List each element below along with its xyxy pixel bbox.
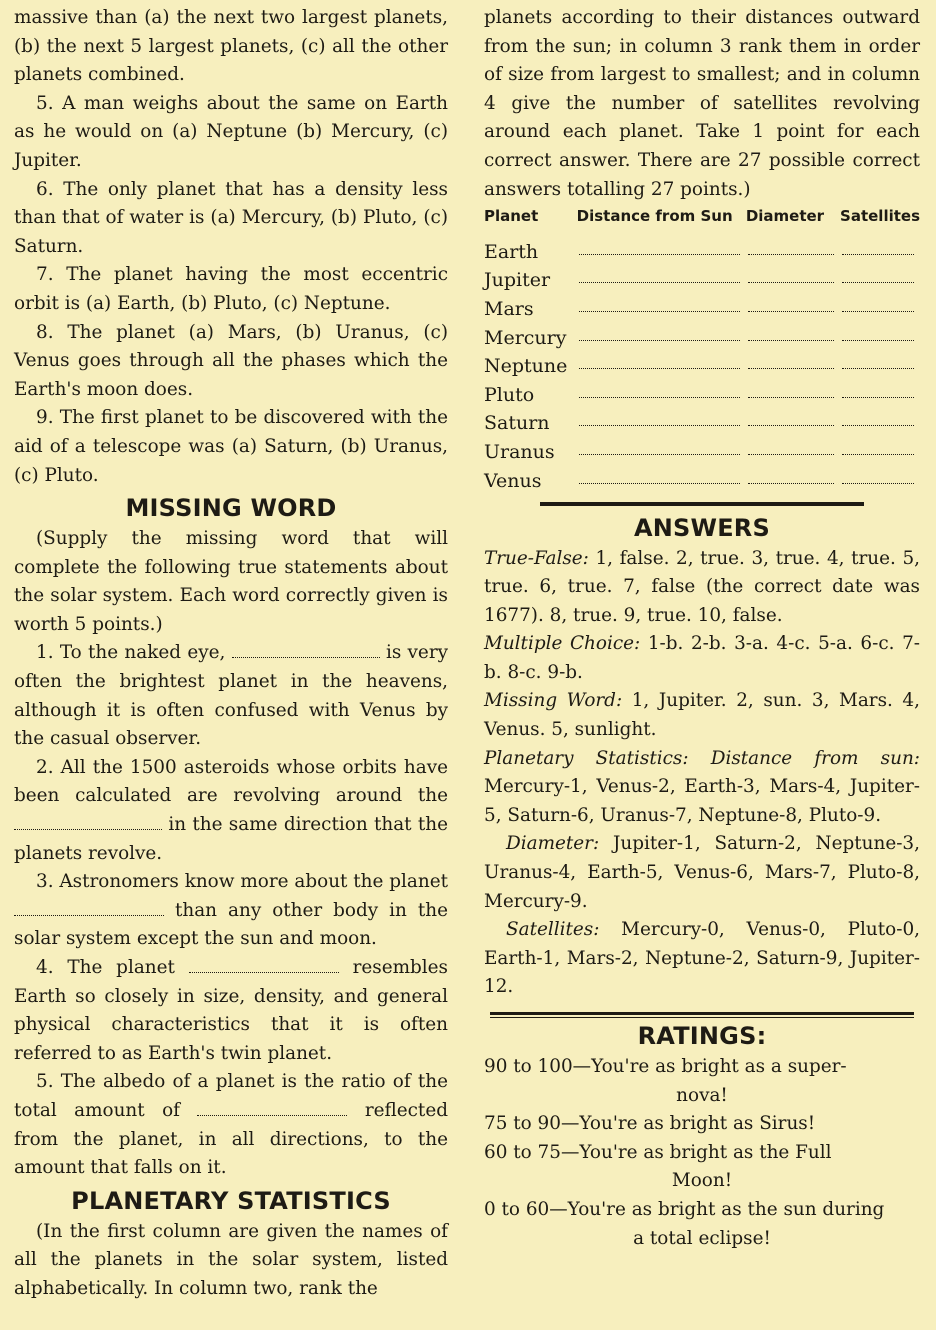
missing-word-q5-before: 5. The albedo of a planet is the ratio of the total amount of — [14, 1071, 448, 1121]
table-row — [484, 320, 920, 349]
satellites-blank-cell — [840, 320, 920, 349]
header-planet: Planet — [484, 207, 539, 226]
answer-blank-1[interactable] — [232, 645, 380, 658]
satellites-blank-cell — [840, 463, 920, 492]
satellites-blank[interactable] — [842, 454, 914, 455]
answer-blank-4[interactable] — [189, 960, 339, 973]
missing-word-instructions: (Supply the missing word that will complete the following true statements about the solar system. Each word correctly given is worth 5 points.) — [14, 528, 448, 635]
diameter-blank-cell — [746, 463, 840, 492]
distance-blank-cell — [577, 434, 746, 463]
satellites-blank[interactable] — [842, 483, 914, 484]
diameter-blank[interactable] — [748, 254, 834, 255]
planetary-text: Mercury-1, Venus-2, Earth-3, Mars-4, Jupiter-5, Saturn-6, Uranus-7, Neptune-8, Pluto-9. — [484, 776, 920, 826]
table-row — [484, 263, 920, 292]
rating-4 — [484, 1196, 920, 1253]
satellites-blank[interactable] — [842, 340, 914, 341]
question-6: 6. The only planet that has a density less than that of water is (a) Mercury, (b) Pluto, (c) Saturn. — [14, 178, 448, 257]
satellites-blank-cell — [840, 291, 920, 320]
planetary-statistics-instructions-right: planets according to their distances outward from the sun; in column 3 rank them in order of size from largest to smallest; and in column 4 give the number of satellites revolving around each planet. Take 1 point for each correct answer. There are 27 possible correct answers totalling 27 points.) — [484, 7, 920, 200]
satellites-text: Mercury-0, Venus-0, Pluto-0, Earth-1, Mars-2, Neptune-2, Saturn-9, Jupiter-12. — [484, 919, 920, 998]
planet-name: Uranus — [484, 440, 555, 463]
missing-word-q3-before: 3. Astronomers know more about the planet — [36, 871, 448, 893]
answers-diameter — [484, 830, 920, 916]
missing-word-q2-after: in the same direction that the planets revolve. — [14, 814, 448, 864]
right-column — [484, 4, 920, 1253]
distance-blank[interactable] — [579, 454, 740, 455]
planetary-statistics-heading: PLANETARY STATISTICS — [71, 1186, 391, 1215]
satellites-blank-cell — [840, 234, 920, 263]
satellites-label: Satellites: — [506, 919, 600, 941]
satellites-blank[interactable] — [842, 368, 914, 369]
multiple-choice-text: 1-b. 2-b. 3-a. 4-c. 5-a. 6-c. 7-b. 8-c. 9-b. — [484, 633, 920, 683]
ratings-divider — [490, 1012, 914, 1018]
planet-name: Earth — [484, 240, 539, 263]
satellites-blank[interactable] — [842, 254, 914, 255]
header-distance: Distance from Sun — [576, 207, 733, 226]
diameter-blank[interactable] — [748, 397, 834, 398]
missing-word-q3-after: than any other body in the solar system except the sun and moon. — [14, 899, 448, 950]
missing-word-q3 — [14, 868, 448, 954]
true-false-text: 1, false. 2, true. 3, true. 4, true. 5, true. 6, true. 7, false (the correct date was 1677). 8, true. 9, true. 10, false. — [484, 547, 920, 626]
table-row — [484, 406, 920, 435]
header-diameter: Diameter — [745, 207, 825, 226]
planet-name: Jupiter — [484, 269, 551, 292]
diameter-blank[interactable] — [748, 311, 834, 312]
planetary-label: Planetary Statistics: Distance from sun: — [484, 747, 920, 769]
rating-3-text: —You're as bright as the Full — [560, 1141, 832, 1163]
missing-word-q1 — [14, 639, 448, 753]
table-row — [484, 349, 920, 378]
missing-word-q1-after: is very often the brightest planet in the heavens, although it is often confused with Venus by the casual observer. — [14, 642, 448, 750]
distance-blank[interactable] — [579, 397, 740, 398]
diameter-blank-cell — [746, 349, 840, 378]
table-row — [484, 234, 920, 263]
question-5: 5. A man weighs about the same on Earth as he would on (a) Neptune (b) Mercury, (c) Jupiter. — [14, 92, 448, 171]
planet-name: Saturn — [484, 412, 550, 435]
satellites-blank[interactable] — [842, 282, 914, 283]
rating-4-range: 0 to 60 — [484, 1198, 550, 1220]
rating-3 — [484, 1139, 920, 1196]
rating-1-cont: nova! — [676, 1084, 728, 1106]
satellites-blank-cell — [840, 377, 920, 406]
missing-word-text: 1, Jupiter. 2, sun. 3, Mars. 4, Venus. 5, sunlight. — [484, 690, 920, 741]
satellites-blank-cell — [840, 263, 920, 292]
distance-blank[interactable] — [579, 368, 740, 369]
answers-satellites — [484, 916, 920, 1002]
satellites-blank-cell — [840, 434, 920, 463]
diameter-label: Diameter: — [506, 833, 600, 855]
answer-blank-3[interactable] — [14, 903, 164, 916]
distance-blank[interactable] — [579, 311, 740, 312]
distance-blank-cell — [577, 377, 746, 406]
planetary-statistics-instructions-left: (In the first column are given the names of all the planets in the solar system, listed alphabetically. In column two, rank the — [14, 1220, 448, 1299]
rating-1 — [484, 1053, 920, 1110]
planet-name: Mars — [484, 297, 534, 320]
answers-heading: ANSWERS — [634, 513, 770, 542]
satellites-blank-cell — [840, 349, 920, 378]
missing-word-heading: MISSING WORD — [125, 494, 337, 523]
distance-blank-cell — [577, 406, 746, 435]
table-row — [484, 291, 920, 320]
question-4-tail: massive than (a) the next two largest planets, (b) the next 5 largest planets, (c) all the other planets combined. — [14, 7, 448, 86]
multiple-choice-label: Multiple Choice: — [484, 633, 641, 655]
missing-word-q5 — [14, 1068, 448, 1182]
header-satellites: Satellites — [840, 207, 920, 226]
diameter-blank-cell — [746, 234, 840, 263]
ratings-heading: RATINGS: — [637, 1022, 767, 1050]
diameter-blank[interactable] — [748, 483, 834, 484]
answers-multiple-choice — [484, 630, 920, 687]
diameter-blank-cell — [746, 320, 840, 349]
question-9: 9. The first planet to be discovered with the aid of a telescope was (a) Saturn, (b) Uranus, (c) Pluto. — [14, 407, 448, 486]
planet-name: Mercury — [484, 326, 567, 349]
missing-word-label: Missing Word: — [484, 690, 623, 712]
missing-word-q4 — [14, 954, 448, 1068]
rating-4-text: —You're as bright as the sun during — [549, 1198, 885, 1220]
answers-divider — [540, 502, 864, 506]
rating-1-text: —You're as bright as a super- — [572, 1056, 847, 1077]
missing-word-q4-before: 4. The planet — [36, 957, 175, 978]
diameter-blank-cell — [746, 291, 840, 320]
answer-blank-5[interactable] — [197, 1103, 347, 1116]
missing-word-q2 — [14, 754, 448, 868]
diameter-text: Jupiter-1, Saturn-2, Neptune-3, Uranus-4, Earth-5, Venus-6, Mars-7, Pluto-8, Mercury-9. — [484, 833, 920, 912]
diameter-blank-cell — [746, 434, 840, 463]
missing-word-q4-after: resembles Earth so closely in size, density, and general physical characteristics that it is often referred to as Earth's twin planet. — [14, 957, 448, 1064]
diameter-blank-cell — [746, 263, 840, 292]
diameter-blank[interactable] — [748, 425, 834, 426]
rating-2-text: —You're as bright as Sirus! — [560, 1113, 816, 1135]
diameter-blank[interactable] — [748, 368, 834, 369]
left-column — [14, 4, 448, 1304]
distance-blank[interactable] — [579, 483, 740, 484]
rating-3-range: 60 to 75 — [484, 1141, 561, 1163]
question-7: 7. The planet having the most eccentric orbit is (a) Earth, (b) Pluto, (c) Neptune. — [14, 264, 448, 314]
missing-word-q5-after: reflected from the planet, in all directions, to the amount that falls on it. — [14, 1099, 448, 1179]
distance-blank[interactable] — [579, 282, 740, 283]
rating-4-cont: a total eclipse! — [633, 1227, 771, 1249]
distance-blank[interactable] — [579, 340, 740, 341]
table-header-row — [484, 204, 920, 234]
satellites-blank[interactable] — [842, 425, 914, 426]
diameter-blank[interactable] — [748, 454, 834, 455]
table-row — [484, 434, 920, 463]
planet-name: Venus — [484, 469, 542, 492]
distance-blank-cell — [577, 234, 746, 263]
planet-name: Neptune — [484, 355, 568, 378]
missing-word-q2-before: 2. All the 1500 asteroids whose orbits have been calculated are revolving around the — [14, 756, 448, 807]
answers-planetary — [484, 745, 920, 831]
rating-2-range: 75 to 90 — [484, 1113, 561, 1135]
rating-1-range: 90 to 100 — [484, 1056, 573, 1077]
diameter-blank[interactable] — [748, 340, 834, 341]
answers-missing-word — [484, 687, 920, 744]
distance-blank-cell — [577, 263, 746, 292]
missing-word-q1-before: 1. To the naked eye, — [36, 642, 226, 664]
table-row — [484, 463, 920, 492]
satellites-blank[interactable] — [842, 311, 914, 312]
distance-blank[interactable] — [579, 254, 740, 255]
distance-blank-cell — [577, 291, 746, 320]
planetary-statistics-table — [484, 204, 920, 491]
distance-blank-cell — [577, 349, 746, 378]
answer-blank-2[interactable] — [14, 817, 162, 830]
diameter-blank-cell — [746, 406, 840, 435]
diameter-blank-cell — [746, 377, 840, 406]
rating-3-cont: Moon! — [671, 1170, 733, 1192]
true-false-label: True-False: — [484, 547, 589, 569]
satellites-blank-cell — [840, 406, 920, 435]
question-8: 8. The planet (a) Mars, (b) Uranus, (c) Venus goes through all the phases which the Earth's moon does. — [14, 321, 448, 400]
answers-true-false — [484, 545, 920, 631]
distance-blank-cell — [577, 463, 746, 492]
distance-blank-cell — [577, 320, 746, 349]
distance-blank[interactable] — [579, 425, 740, 426]
diameter-blank[interactable] — [748, 282, 834, 283]
rating-2 — [484, 1110, 920, 1139]
table-row — [484, 377, 920, 406]
satellites-blank[interactable] — [842, 397, 914, 398]
planet-name: Pluto — [484, 383, 535, 406]
